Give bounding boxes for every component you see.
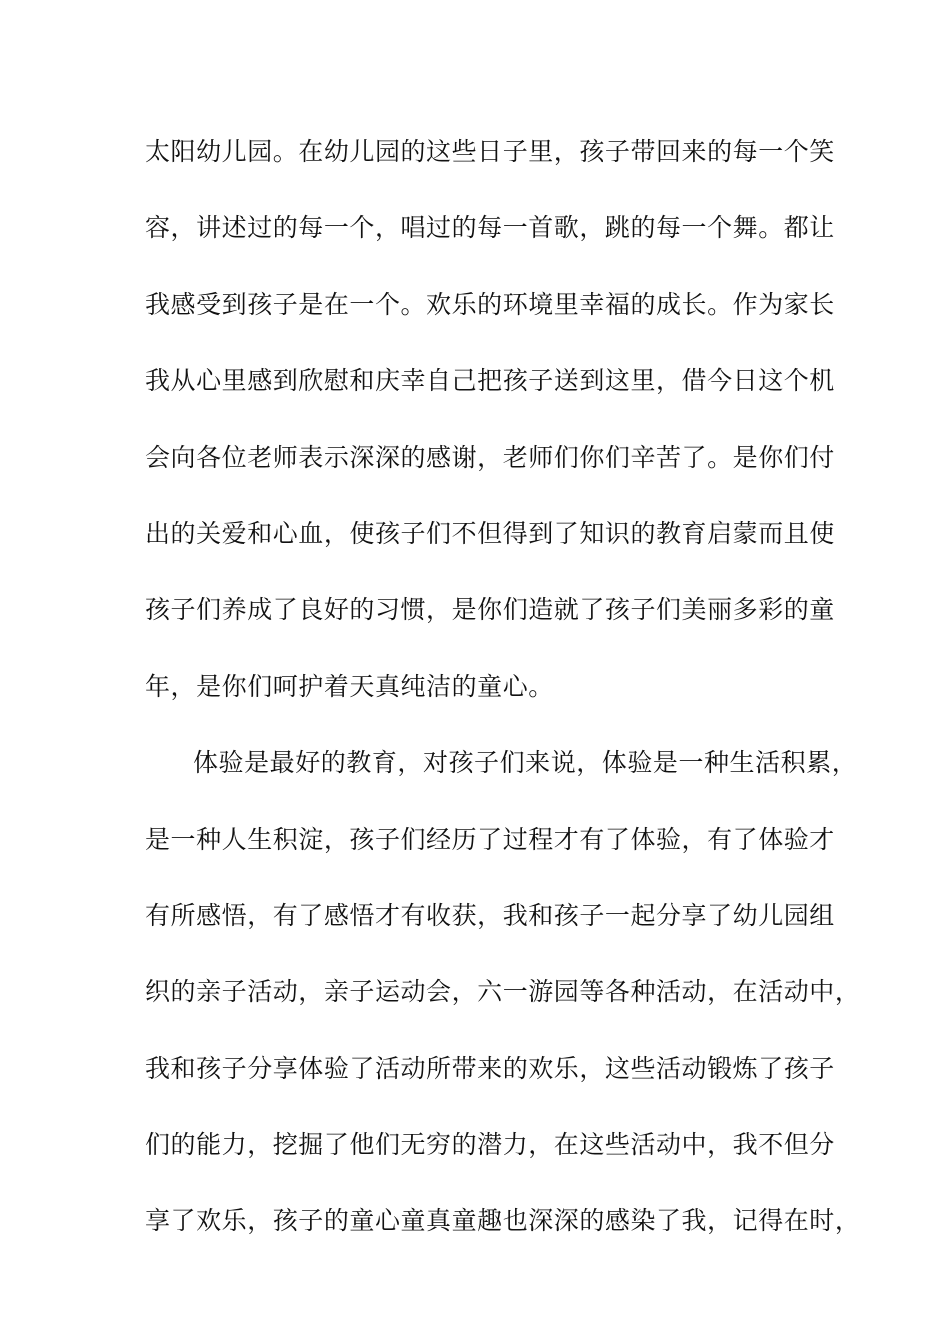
text-line: 出的关爱和心血，使孩子们不但得到了知识的教育启蒙而且使 bbox=[145, 518, 835, 548]
text-line: 会向各位老师表示深深的感谢，老师们你们辛苦了。是你们付 bbox=[145, 442, 835, 472]
text-line: 孩子们养成了良好的习惯，是你们造就了孩子们美丽多彩的童 bbox=[145, 595, 835, 625]
text-line: 年，是你们呵护着天真纯洁的童心。 bbox=[145, 671, 554, 701]
text-line: 太阳幼儿园。在幼儿园的这些日子里，孩子带回来的每一个笑 bbox=[145, 137, 835, 166]
text-line: 容，讲述过的每一个，唱过的每一首歌，跳的每一个舞。都让 bbox=[145, 213, 835, 243]
text-line: 们的能力，挖掘了他们无穷的潜力，在这些活动中，我不但分 bbox=[145, 1130, 835, 1160]
text-line: 我从心里感到欣慰和庆幸自己把孩子送到这里，借今日这个机 bbox=[145, 366, 835, 396]
text-line: 是一种人生积淀，孩子们经历了过程才有了体验，有了体验才 bbox=[145, 824, 835, 854]
text-line: 我和孩子分享体验了活动所带来的欢乐，这些活动锻炼了孩子 bbox=[145, 1053, 835, 1083]
paragraph-start-line: 体验是最好的教育，对孩子们来说，体验是一种生活积累， bbox=[193, 748, 858, 778]
text-line: 织的亲子活动，亲子运动会，六一游园等各种活动，在活动中， bbox=[145, 977, 861, 1007]
body-text bbox=[145, 132, 861, 1278]
text-line: 我感受到孩子是在一个。欢乐的环境里幸福的成长。作为家长 bbox=[145, 289, 835, 319]
text-line: 有所感悟，有了感悟才有收获，我和孩子一起分享了幼儿园组 bbox=[145, 900, 835, 930]
text-line: 享了欢乐，孩子的童心童真童趣也深深的感染了我，记得在时， bbox=[145, 1206, 861, 1236]
